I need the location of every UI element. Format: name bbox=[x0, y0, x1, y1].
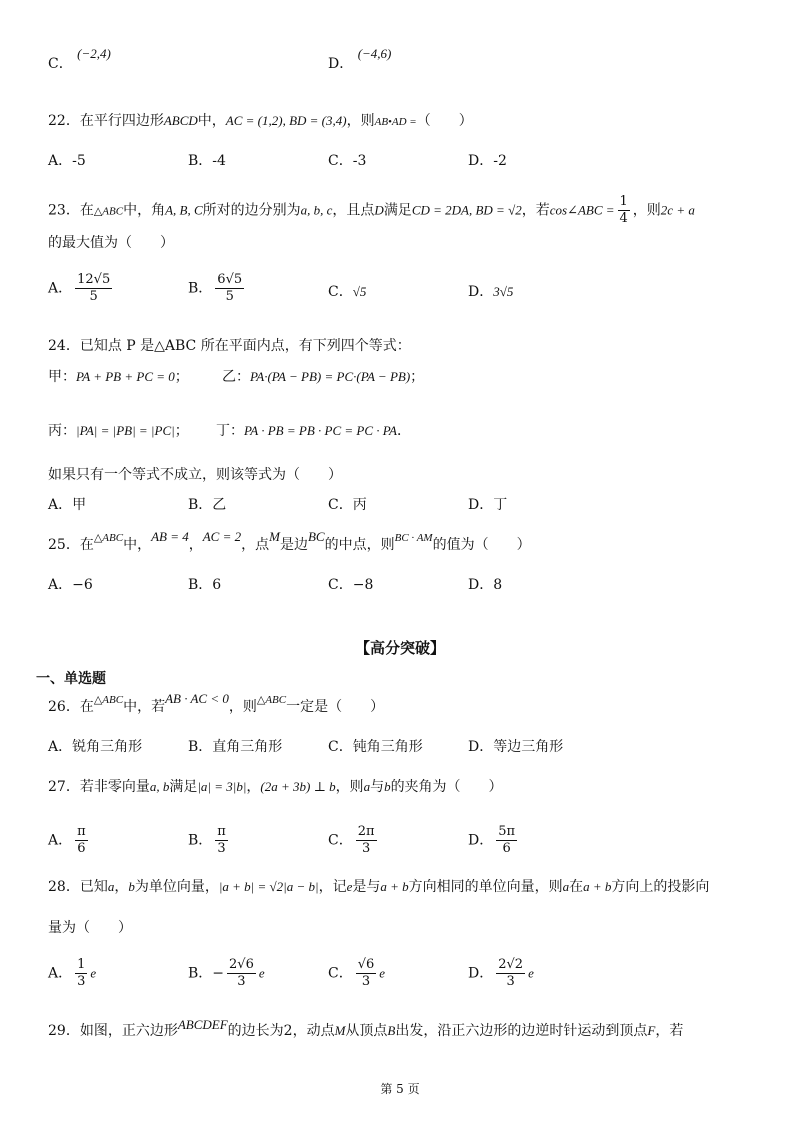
q24-question bbox=[48, 465, 342, 485]
q28-text: ， bbox=[114, 879, 129, 895]
option-fraction bbox=[215, 824, 228, 857]
statement-formula: PA · PB = PB · PC = PC · PA bbox=[244, 423, 397, 438]
q28-text: 方向上的投影向 bbox=[611, 879, 710, 895]
q21-option-c bbox=[48, 46, 111, 74]
q25-option-b bbox=[188, 575, 221, 595]
numerator: 2π bbox=[357, 824, 375, 839]
numerator: π bbox=[217, 824, 226, 839]
option-fraction bbox=[227, 957, 256, 990]
q26-text: ，则 bbox=[228, 699, 257, 715]
numerator: 1 bbox=[619, 194, 628, 209]
q28-option-b bbox=[188, 957, 265, 990]
option-text: 锐角三角形 bbox=[72, 739, 143, 755]
q28-vector-a: a bbox=[107, 879, 115, 894]
q27-condition-1: |a| = 3|b| bbox=[197, 779, 247, 794]
option-label: B． bbox=[188, 739, 213, 755]
denominator: 3 bbox=[506, 974, 515, 989]
option-vector: e bbox=[90, 965, 97, 981]
question-22 bbox=[48, 111, 473, 132]
q24-option-c bbox=[328, 495, 367, 515]
q23-text: ，且点 bbox=[332, 202, 375, 219]
option-text: 直角三角形 bbox=[212, 739, 283, 755]
option-text: 8 bbox=[493, 577, 503, 593]
q28-text: 在 bbox=[569, 879, 584, 895]
option-text: 甲 bbox=[72, 497, 87, 513]
q28-text: 量为（ ） bbox=[48, 920, 132, 936]
q25-side-bc: BC bbox=[307, 529, 325, 544]
numerator: 5π bbox=[498, 824, 516, 839]
option-label: A． bbox=[48, 739, 73, 755]
option-label: D． bbox=[468, 153, 494, 169]
option-label: D． bbox=[468, 577, 494, 593]
q25-text: 的值为（ ） bbox=[432, 537, 531, 553]
q29-point-m: M bbox=[334, 1023, 346, 1038]
q29-text: 29．如图，正六边形 bbox=[48, 1023, 178, 1039]
q29-point-f: F bbox=[647, 1023, 656, 1038]
option-fraction bbox=[215, 272, 244, 305]
q26-triangle-2: △ABC bbox=[256, 694, 287, 706]
statement-label: 乙： bbox=[222, 369, 250, 385]
q27-text: 的夹角为（ ） bbox=[390, 779, 503, 795]
section-title: 【高分突破】 bbox=[354, 639, 445, 657]
statement-formula: PA·(PA − PB) = PC·(PA − PB) bbox=[250, 369, 411, 384]
sub-title: 一、单选题 bbox=[36, 671, 106, 687]
option-text: √5 bbox=[352, 284, 367, 299]
option-text: 3√5 bbox=[493, 284, 514, 299]
numerator: 2√6 bbox=[229, 957, 254, 972]
option-fraction bbox=[356, 957, 377, 990]
q28-text: 是与 bbox=[352, 879, 381, 895]
q25-option-d bbox=[468, 575, 502, 595]
q23-option-b bbox=[188, 272, 247, 305]
statement-end: ； bbox=[174, 423, 189, 439]
option-label: B． bbox=[188, 832, 213, 849]
statement-formula: |PA| = |PB| = |PC| bbox=[76, 423, 175, 438]
q27-option-b bbox=[188, 824, 231, 857]
option-text: 丁 bbox=[493, 497, 508, 513]
option-label: C． bbox=[328, 153, 353, 169]
numerator: 12√5 bbox=[77, 272, 111, 287]
q28-text: 为单位向量， bbox=[134, 879, 219, 895]
q26-option-d bbox=[468, 737, 563, 757]
q27-text: 与 bbox=[370, 779, 385, 795]
page-number: 第 5 页 bbox=[380, 1082, 420, 1096]
q25-text: 的中点，则 bbox=[324, 537, 395, 553]
q24-statement-ding bbox=[216, 421, 411, 441]
numerator: π bbox=[77, 824, 86, 839]
q26-condition: AB · AC < 0 bbox=[165, 691, 229, 706]
q21-option-d bbox=[328, 46, 392, 74]
q25-expression: BC · AM bbox=[394, 532, 433, 544]
q24-option-b bbox=[188, 495, 226, 515]
option-fraction bbox=[496, 957, 525, 990]
denominator: 3 bbox=[361, 841, 371, 856]
option-label: B． bbox=[188, 153, 213, 169]
question-23 bbox=[48, 194, 695, 227]
question-27 bbox=[48, 777, 503, 797]
q25-ab: AB = 4 bbox=[151, 529, 189, 544]
q23-option-d bbox=[468, 282, 513, 302]
q25-text: ，点 bbox=[241, 537, 270, 553]
denominator: 3 bbox=[361, 974, 371, 989]
question-23-line2 bbox=[48, 233, 174, 253]
q22-option-b bbox=[188, 151, 226, 171]
option-sign: − bbox=[212, 965, 225, 982]
q22-blank: （ ） bbox=[416, 113, 473, 129]
option-label: C． bbox=[328, 739, 353, 755]
q28-option-d bbox=[468, 957, 534, 990]
q22-condition: AC = (1,2), BD = (3,4) bbox=[225, 113, 347, 128]
q23-triangle: △ABC bbox=[93, 205, 124, 218]
q25-triangle: △ABC bbox=[93, 532, 124, 544]
option-label: B． bbox=[188, 577, 213, 593]
option-label: A． bbox=[48, 280, 73, 297]
q28-vector-a-2: a bbox=[562, 879, 570, 894]
q29-point-b: B bbox=[387, 1023, 396, 1038]
question-29 bbox=[48, 1017, 684, 1041]
option-label: D． bbox=[468, 832, 494, 849]
q23-condition: CD = 2DA, BD = √2 bbox=[411, 202, 522, 218]
option-label: A． bbox=[48, 965, 73, 982]
option-label: C． bbox=[328, 497, 353, 513]
q28-vector-e: e bbox=[346, 879, 353, 894]
q23-fraction bbox=[618, 194, 630, 227]
q25-ac: AC = 2 bbox=[202, 529, 242, 544]
option-label: B． bbox=[188, 497, 213, 513]
q22-text: 22．在平行四边形 bbox=[48, 113, 164, 129]
option-label: D． bbox=[468, 497, 494, 513]
q28-text: 方向相同的单位向量，则 bbox=[408, 879, 563, 895]
denominator: 3 bbox=[217, 841, 226, 856]
q28-text: 28．已知 bbox=[48, 879, 108, 895]
q25-point-m: M bbox=[269, 529, 280, 544]
question-28 bbox=[48, 877, 709, 897]
q23-text: 的最大值为（ ） bbox=[48, 235, 174, 251]
denominator: 5 bbox=[89, 289, 98, 304]
option-text: (−2,4) bbox=[77, 46, 111, 61]
option-text: (−4,6) bbox=[357, 46, 392, 61]
q22-expression: AB•AD = bbox=[374, 116, 417, 128]
denominator: 4 bbox=[619, 211, 628, 226]
q24-text: 24．已知点 P 是△ABC 所在平面内点，有下列四个等式： bbox=[48, 338, 411, 354]
option-label: D． bbox=[468, 284, 494, 300]
q26-option-a bbox=[48, 737, 142, 757]
q27-text: 27．若非零向量 bbox=[48, 779, 150, 795]
q27-vectors: a, b bbox=[149, 779, 170, 794]
q26-text: 26．在 bbox=[48, 699, 94, 715]
q23-target: 2c + a bbox=[660, 202, 695, 218]
q23-angles: A, B, C bbox=[165, 202, 203, 218]
statement-end: ； bbox=[174, 369, 189, 385]
q23-text: 23．在 bbox=[48, 202, 94, 219]
option-label: C． bbox=[328, 284, 353, 300]
option-text: 6 bbox=[212, 577, 222, 593]
q26-triangle: △ABC bbox=[93, 694, 124, 706]
denominator: 5 bbox=[225, 289, 234, 304]
denominator: 6 bbox=[77, 841, 86, 856]
q24-statement-yi bbox=[222, 367, 424, 387]
q23-text: 满足 bbox=[383, 202, 412, 219]
q26-option-b bbox=[188, 737, 282, 757]
q29-text: 从顶点 bbox=[345, 1023, 388, 1039]
q26-option-c bbox=[328, 737, 423, 757]
q27-option-a bbox=[48, 824, 91, 857]
q22-text-mid: 中， bbox=[197, 113, 226, 129]
q27-vector-b: b bbox=[384, 779, 391, 794]
option-text: -4 bbox=[212, 153, 226, 169]
q28-text: ，记 bbox=[318, 879, 347, 895]
statement-label: 丙： bbox=[48, 423, 76, 439]
q27-text: ， bbox=[246, 779, 261, 795]
option-label: A． bbox=[48, 832, 73, 849]
q26-text: 一定是（ ） bbox=[286, 699, 385, 715]
option-label: D． bbox=[468, 965, 494, 982]
statement-formula: PA + PB + PC = 0 bbox=[76, 369, 175, 384]
option-label: C． bbox=[48, 56, 73, 72]
q28-sum-2: a + b bbox=[583, 879, 612, 894]
q22-option-c bbox=[328, 151, 366, 171]
option-label: C． bbox=[328, 577, 353, 593]
statement-label: 丁： bbox=[216, 423, 244, 439]
option-vector: e bbox=[528, 965, 534, 981]
q23-text: ，则 bbox=[632, 202, 661, 219]
q27-option-c bbox=[328, 824, 380, 857]
numerator: 1 bbox=[77, 957, 86, 972]
numerator: 2√2 bbox=[498, 957, 524, 972]
option-label: B． bbox=[188, 965, 213, 982]
q25-option-c bbox=[328, 575, 373, 595]
q26-text: 中，若 bbox=[123, 699, 166, 715]
q27-condition-2: (2a + 3b) ⊥ b bbox=[260, 779, 336, 794]
option-label: A． bbox=[48, 577, 73, 593]
q25-text: 25．在 bbox=[48, 537, 94, 553]
option-label: A． bbox=[48, 153, 73, 169]
option-label: A． bbox=[48, 497, 73, 513]
option-label: D． bbox=[468, 739, 494, 755]
q29-text: 的边长为2，动点 bbox=[227, 1023, 335, 1039]
q23-point: D bbox=[374, 202, 384, 218]
statement-end: ． bbox=[396, 423, 411, 439]
option-text: 钝角三角形 bbox=[352, 739, 423, 755]
q28-vector-b: b bbox=[128, 879, 135, 894]
question-24 bbox=[48, 336, 411, 356]
q23-text: ，若 bbox=[521, 202, 550, 219]
numerator: 6√5 bbox=[217, 272, 243, 287]
q27-text: 满足 bbox=[169, 779, 198, 795]
q25-text: 中， bbox=[123, 537, 152, 553]
q23-option-a bbox=[48, 272, 115, 305]
q29-text: 出发，沿正六边形的边逆时针运动到顶点 bbox=[395, 1023, 648, 1039]
option-text: −8 bbox=[352, 577, 374, 593]
q28-condition: |a + b| = √2|a − b| bbox=[218, 879, 319, 894]
option-fraction bbox=[75, 272, 112, 305]
statement-end: ； bbox=[410, 369, 425, 385]
q22-option-d bbox=[468, 151, 507, 171]
q24-statement-jia bbox=[48, 367, 189, 387]
option-text: 丙 bbox=[352, 497, 367, 513]
q22-text-then: ，则 bbox=[346, 113, 375, 129]
option-text: -3 bbox=[352, 153, 367, 169]
option-vector: e bbox=[258, 965, 265, 981]
denominator: 3 bbox=[237, 974, 246, 989]
q24-text: 如果只有一个等式不成立，则该等式为（ ） bbox=[48, 467, 342, 483]
option-text: −6 bbox=[72, 577, 93, 593]
option-fraction bbox=[75, 824, 88, 857]
option-label: C． bbox=[328, 832, 353, 849]
option-text: 乙 bbox=[212, 497, 227, 513]
q23-cos: cos∠ABC = bbox=[549, 202, 615, 218]
question-26 bbox=[48, 691, 385, 718]
option-vector: e bbox=[379, 965, 386, 981]
option-text: -5 bbox=[72, 153, 86, 169]
q24-option-d bbox=[468, 495, 507, 515]
q22-shape: ABCD bbox=[163, 113, 198, 128]
q24-statement-bing bbox=[48, 421, 189, 441]
q29-hexagon: ABCDEF bbox=[177, 1017, 228, 1032]
option-label: D． bbox=[328, 56, 354, 72]
denominator: 3 bbox=[77, 974, 86, 989]
option-fraction bbox=[75, 957, 87, 990]
q24-option-a bbox=[48, 495, 86, 515]
q22-option-a bbox=[48, 151, 86, 171]
q23-text: 中，角 bbox=[123, 202, 166, 219]
option-text: 等边三角形 bbox=[493, 739, 564, 755]
question-25 bbox=[48, 529, 531, 556]
q25-option-a bbox=[48, 575, 93, 595]
option-fraction bbox=[496, 824, 517, 857]
q28-option-a bbox=[48, 957, 96, 990]
question-28-line2 bbox=[48, 918, 132, 938]
q29-text: ，若 bbox=[655, 1023, 684, 1039]
q28-option-c bbox=[328, 957, 385, 990]
q25-text: 是边 bbox=[279, 537, 308, 553]
q23-text: 所对的边分别为 bbox=[202, 202, 301, 219]
denominator: 6 bbox=[502, 841, 511, 856]
option-text: -2 bbox=[493, 153, 507, 169]
statement-label: 甲： bbox=[48, 369, 76, 385]
q27-vector-a: a bbox=[363, 779, 371, 794]
q28-sum: a + b bbox=[380, 879, 409, 894]
option-fraction bbox=[356, 824, 377, 857]
q25-text: ， bbox=[188, 537, 203, 553]
q23-option-c bbox=[328, 282, 366, 302]
option-label: C． bbox=[328, 965, 353, 982]
q27-text: ，则 bbox=[335, 779, 364, 795]
q23-sides: a, b, c bbox=[300, 202, 333, 218]
q27-option-d bbox=[468, 824, 520, 857]
numerator: √6 bbox=[357, 957, 375, 972]
option-label: B． bbox=[188, 280, 213, 297]
